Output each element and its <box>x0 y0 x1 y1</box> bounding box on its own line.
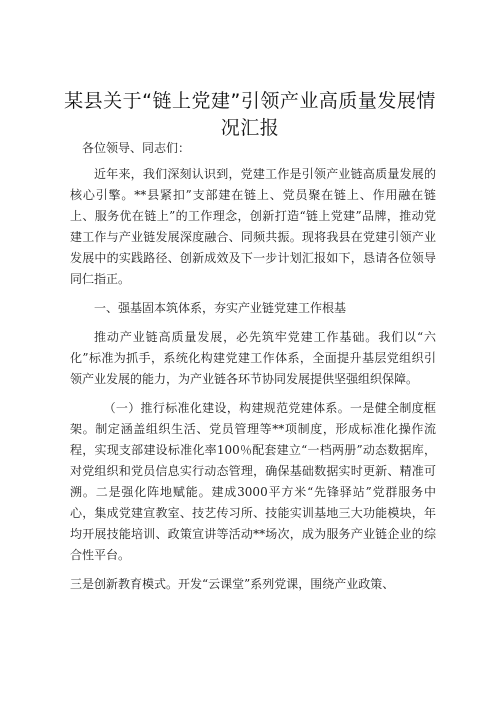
paragraph-subsection-1: （一）推行标准化建设，构建规范党建体系。一是健全制度框架。制定涵盖组织生活、党员管理等**项制度，形成标准化操作流程，实现支部建设标准化率100％配套建立“一档两册”动态数据库，对党组织和党员信息实行动态管理，确保基础数据实时更新、精准可溯。二是强化阵地赋能。建成3000平方米“先锋驿站”党群服务中心，集成党建宣教室、技艺传习所、技能实训基地三大功能模块，年均开展技能培训、政策宣讲等活动**场次，成为服务产业链企业的综合性平台。 <box>70 401 436 562</box>
greeting: 各位领导、同志们： <box>82 141 191 155</box>
paragraph-section-1: 推动产业链高质量发展，必先筑牢党建工作基础。我们以“六化”标准为抓手，系统化构建党建工作体系，全面提升基层党组织引领产业发展的能力，为产业链各环节协同发展提供坚强组织保障。 <box>70 330 436 386</box>
paragraph-intro: 近年来，我们深刻认识到，党建工作是引领产业链高质量发展的核心引擎。**县紧扣”支部建在链上、党员聚在链上、作用融在链上、服务优在链上”的工作理念，创新打造“链上党建”品牌，推动党建工作与产业链发展深度融合、同频共振。现将我县在党建引领产业发展中的实践路径、创新成效及下一步计划汇报如下，恳请各位领导同仁指正。 <box>70 167 436 286</box>
document-body <box>70 138 436 595</box>
paragraph-continuation: 三是创新教育模式。开发“云课堂”系列党课，围绕产业政策、 <box>70 577 395 591</box>
section-heading-1: 一、强基固本筑体系，夯实产业链党建工作根基 <box>94 301 347 315</box>
document-title: 某县关于“链上党建”引领产业高质量发展情况汇报 <box>64 90 436 139</box>
